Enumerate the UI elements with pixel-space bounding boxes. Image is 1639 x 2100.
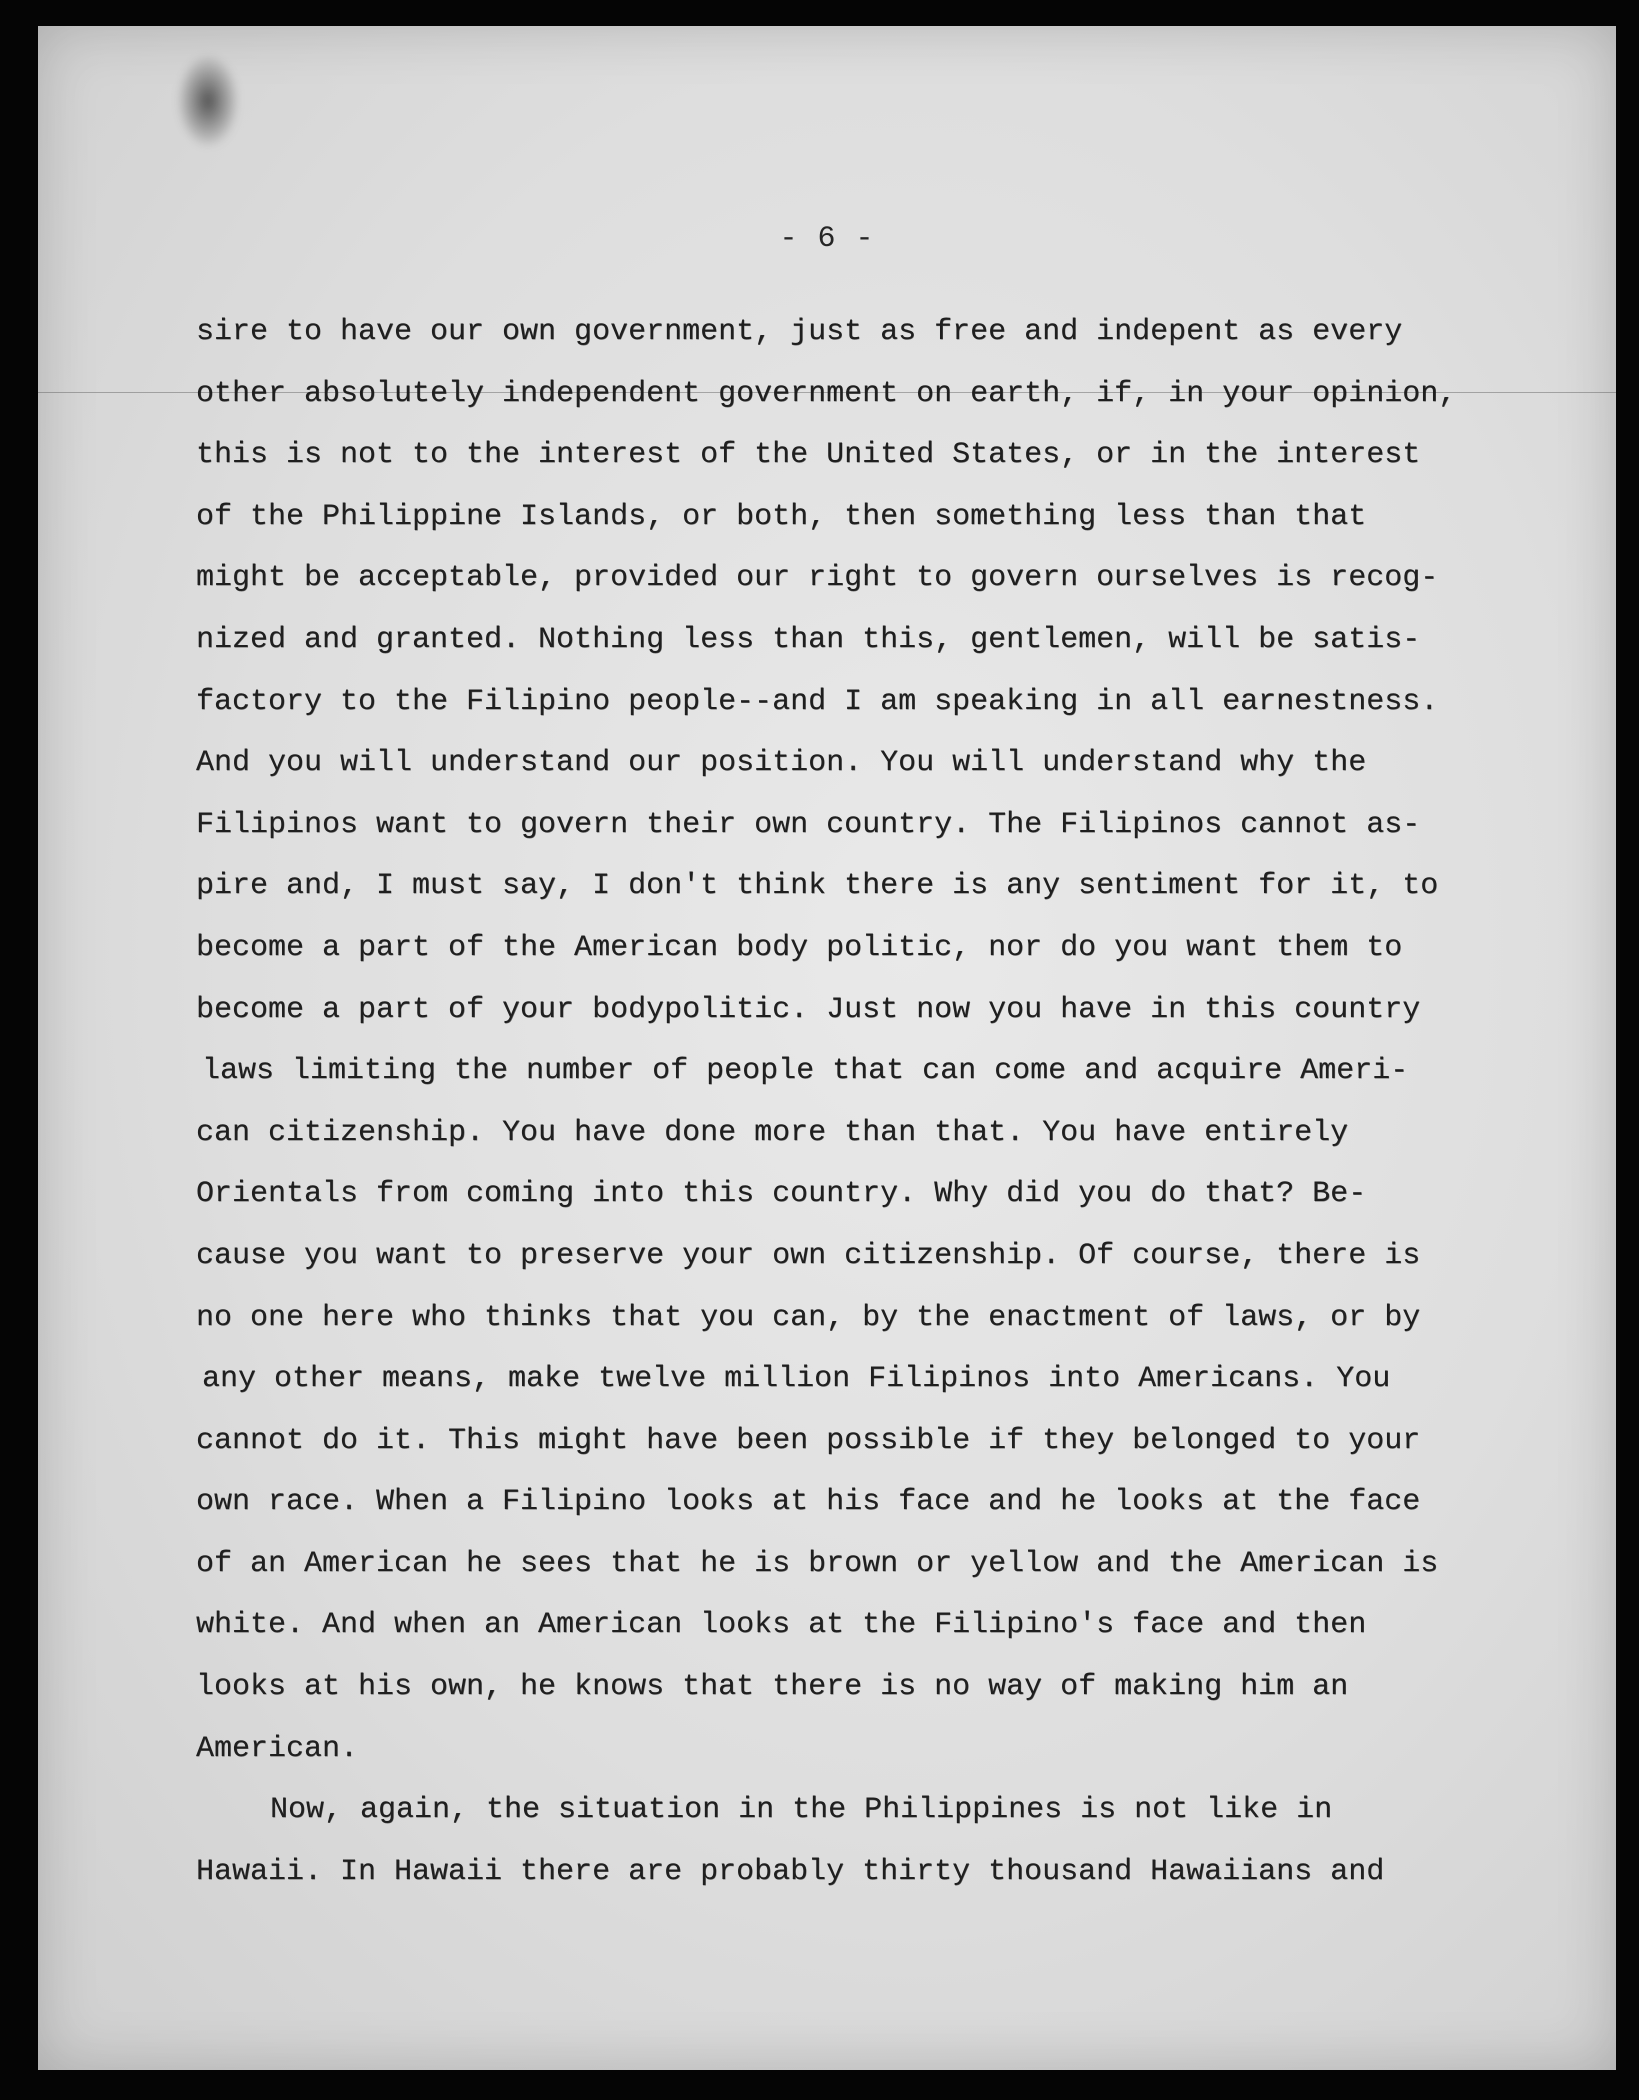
text-line: cause you want to preserve your own citizenship. Of course, there is xyxy=(196,1238,1421,1273)
body-text xyxy=(196,302,1616,1903)
text-line: any other means, make twelve million Filipinos into Americans. You xyxy=(202,1362,1391,1397)
document-page xyxy=(38,26,1616,2070)
text-line: looks at his own, he knows that there is no way of making him an xyxy=(196,1670,1349,1705)
text-line: Now, again, the situation in the Philippines is not like in xyxy=(270,1793,1333,1828)
text-line: of an American he sees that he is brown or yellow and the American is xyxy=(196,1546,1439,1581)
text-line: other absolutely independent government on earth, if, in your opinion, xyxy=(196,376,1457,411)
text-line: Filipinos want to govern their own country. The Filipinos cannot as- xyxy=(196,807,1421,842)
text-line: pire and, I must say, I don't think there is any sentiment for it, to xyxy=(196,869,1439,904)
ink-smudge xyxy=(178,56,238,146)
text-line: factory to the Filipino people--and I am speaking in all earnestness. xyxy=(196,684,1439,719)
text-line: can citizenship. You have done more than that. You have entirely xyxy=(196,1115,1349,1150)
text-line: cannot do it. This might have been possible if they belonged to your xyxy=(196,1423,1421,1458)
text-line: this is not to the interest of the United States, or in the interest xyxy=(196,438,1421,473)
text-line: nized and granted. Nothing less than this, gentlemen, will be satis- xyxy=(196,622,1421,657)
text-line: Orientals from coming into this country. Why did you do that? Be- xyxy=(196,1177,1367,1212)
text-line: Hawaii. In Hawaii there are probably thirty thousand Hawaiians and xyxy=(196,1854,1385,1889)
text-line: American. xyxy=(196,1731,359,1766)
text-line: own race. When a Filipino looks at his face and he looks at the face xyxy=(196,1485,1421,1520)
text-line: And you will understand our position. You will understand why the xyxy=(196,746,1367,781)
text-line: become a part of your bodypolitic. Just now you have in this country xyxy=(196,992,1421,1027)
text-line: might be acceptable, provided our right to govern ourselves is recog- xyxy=(196,561,1439,596)
text-line: of the Philippine Islands, or both, then something less than that xyxy=(196,499,1367,534)
text-line: become a part of the American body politic, nor do you want them to xyxy=(196,930,1403,965)
text-line: no one here who thinks that you can, by the enactment of laws, or by xyxy=(196,1300,1421,1335)
text-line: laws limiting the number of people that can come and acquire Ameri- xyxy=(202,1054,1409,1089)
text-line: white. And when an American looks at the Filipino's face and then xyxy=(196,1608,1367,1643)
page-number: - 6 - xyxy=(779,222,875,256)
text-line: sire to have our own government, just as free and indepent as every xyxy=(196,315,1403,349)
